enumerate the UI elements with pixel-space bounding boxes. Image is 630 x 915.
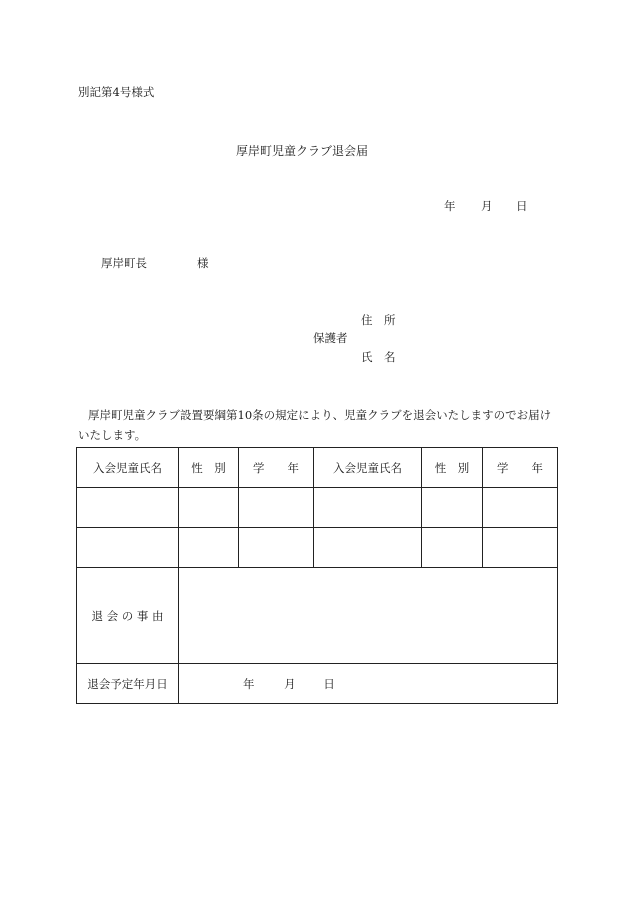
table-row [77, 488, 558, 528]
addressee-honorific: 様 [197, 256, 209, 270]
withdrawal-form-table [76, 447, 558, 704]
reason-label: 退 会 の 事 由 [77, 568, 179, 664]
planned-date-row [77, 664, 558, 704]
header-gender-2: 性 別 [422, 448, 483, 488]
form-number: 別記第4号様式 [78, 85, 155, 99]
child-name-cell[interactable] [77, 528, 179, 568]
header-grade-1: 学 年 [239, 448, 314, 488]
header-gender-1: 性 別 [179, 448, 239, 488]
child-name-cell[interactable] [314, 488, 422, 528]
addressee-name: 厚岸町長 [101, 256, 147, 270]
grade-cell[interactable] [483, 528, 558, 568]
child-name-cell[interactable] [314, 528, 422, 568]
date-month-label: 月 [481, 199, 493, 213]
grade-cell[interactable] [483, 488, 558, 528]
planned-day-label: 日 [323, 676, 335, 691]
reason-row [77, 568, 558, 664]
date-year-label: 年 [444, 199, 456, 213]
grade-cell[interactable] [239, 528, 314, 568]
header-grade-2: 学 年 [483, 448, 558, 488]
header-child-name-2: 入会児童氏名 [314, 448, 422, 488]
planned-date-label: 退会予定年月日 [77, 664, 179, 704]
planned-date-field[interactable] [179, 664, 558, 704]
planned-month-label: 月 [284, 676, 296, 691]
name-label: 氏 名 [361, 350, 396, 364]
body-text: 厚岸町児童クラブ設置要綱第10条の規定により、児童クラブを退会いたしますのでお届けいたします。 [78, 408, 552, 442]
address-label: 住 所 [361, 313, 396, 327]
gender-cell[interactable] [422, 528, 483, 568]
grade-cell[interactable] [239, 488, 314, 528]
table-header-row [77, 448, 558, 488]
table-row [77, 528, 558, 568]
guardian-label: 保護者 [313, 331, 348, 345]
planned-year-label: 年 [243, 676, 255, 691]
gender-cell[interactable] [179, 488, 239, 528]
gender-cell[interactable] [422, 488, 483, 528]
child-name-cell[interactable] [77, 488, 179, 528]
document-title: 厚岸町児童クラブ退会届 [236, 144, 369, 158]
reason-field[interactable] [179, 568, 558, 664]
gender-cell[interactable] [179, 528, 239, 568]
date-day-label: 日 [516, 199, 528, 213]
header-child-name-1: 入会児童氏名 [77, 448, 179, 488]
